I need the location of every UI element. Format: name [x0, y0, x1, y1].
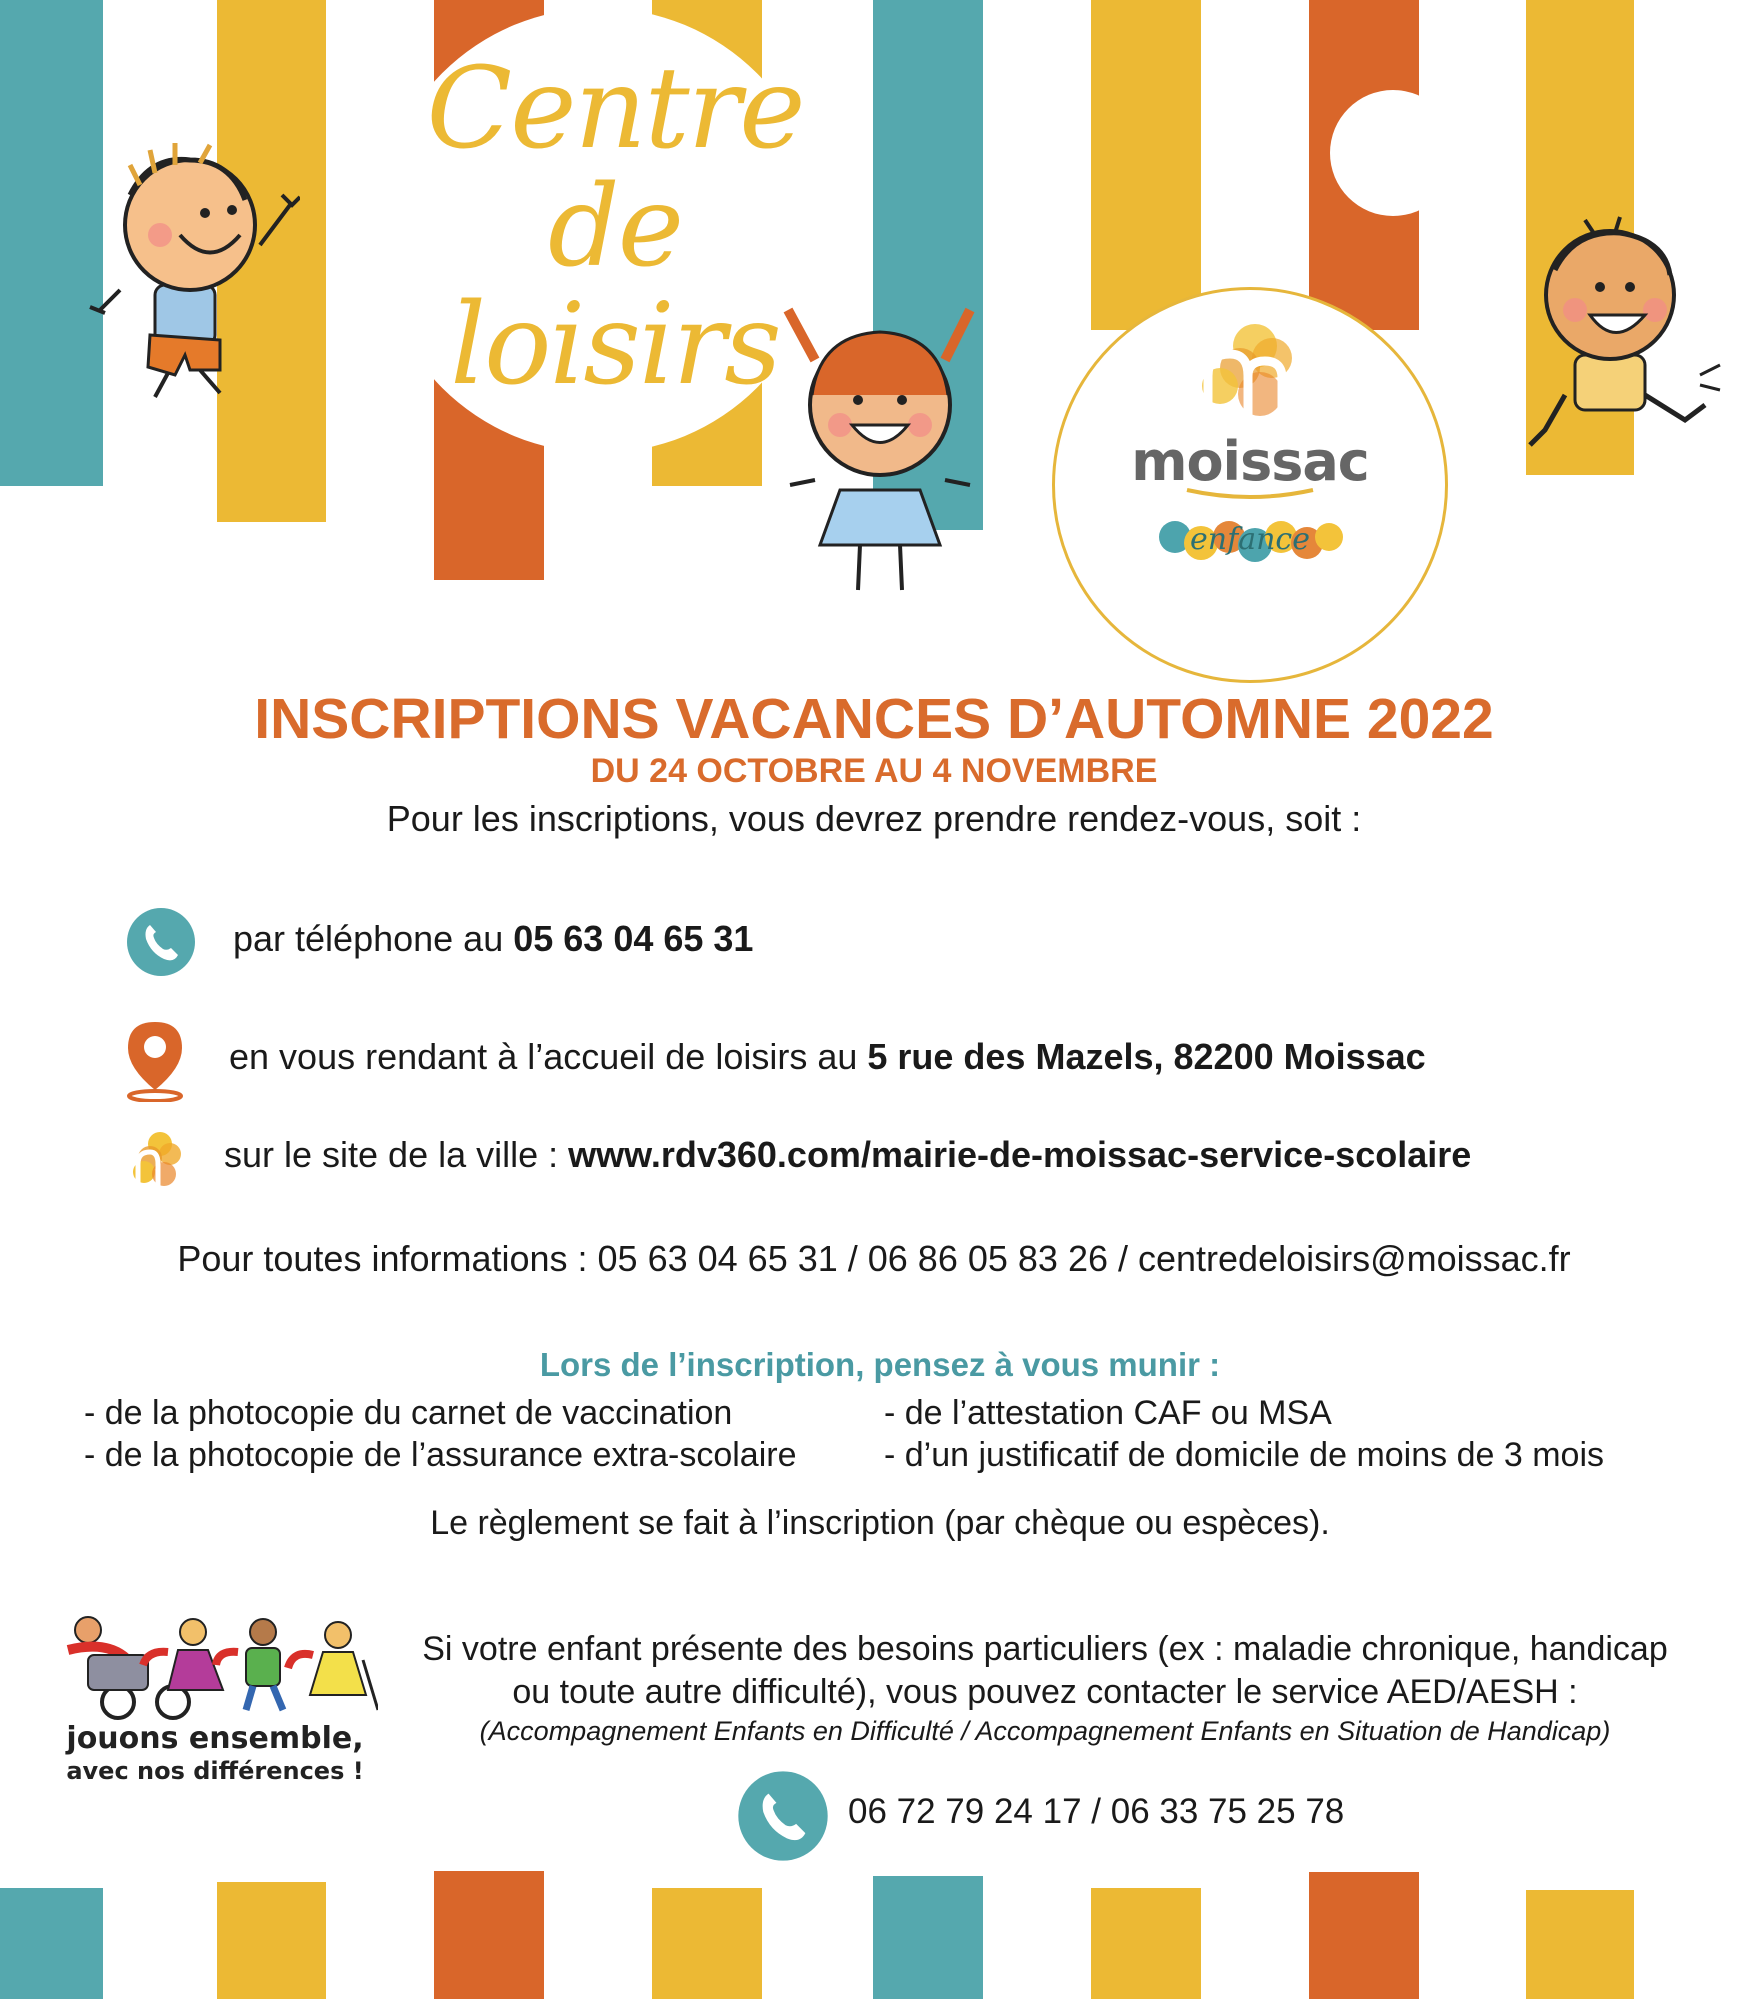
list-item: - de la photocopie du carnet de vaccination — [84, 1394, 733, 1432]
stripe-yellow — [652, 1888, 762, 1999]
title-line: loisirs — [450, 280, 780, 410]
stripe-yellow — [217, 1882, 326, 1999]
documents-list-right — [884, 1392, 1604, 1476]
moissac-logo-swoosh-icon — [1185, 486, 1315, 502]
enfance-label: enfance — [1190, 522, 1310, 557]
option-address-value: 5 rue des Mazels, 82200 Moissac — [867, 1036, 1426, 1077]
option-text: sur le site de la ville : — [224, 1134, 569, 1175]
stripe-yellow — [1091, 1888, 1201, 1999]
headline: INSCRIPTIONS VACANCES D’AUTOMNE 2022 — [254, 687, 1494, 751]
stripe-yellow — [1526, 1890, 1634, 1999]
stripe-orange — [1309, 1872, 1419, 1999]
children-group-illustration-icon — [48, 1610, 378, 1720]
documents-list-left — [84, 1392, 797, 1476]
location-pin-icon — [122, 1018, 188, 1102]
website-link[interactable]: www.rdv360.com/mairie-de-moissac-service-scolaire — [568, 1134, 1472, 1175]
option-address — [229, 1036, 1426, 1078]
title-line: de — [548, 162, 682, 292]
stripe-orange — [434, 1871, 544, 1999]
list-item: - de l’attestation CAF ou MSA — [884, 1394, 1332, 1432]
option-website — [224, 1134, 1471, 1176]
stripe-teal — [873, 1876, 983, 1999]
special-needs-line: ou toute autre difficulté), vous pouvez contacter le service AED/AESH : — [512, 1673, 1578, 1711]
dates: DU 24 OCTOBRE AU 4 NOVEMBRE — [590, 752, 1158, 790]
aed-phone-numbers: 06 72 79 24 17 / 06 33 75 25 78 — [848, 1792, 1345, 1831]
phone-icon — [126, 907, 196, 977]
stripe-yellow — [1091, 0, 1201, 330]
special-needs-text — [390, 1628, 1700, 1714]
payment-note: Le règlement se fait à l’inscription (par chèque ou espèces). — [430, 1504, 1330, 1542]
moissac-logo-icon — [128, 1128, 184, 1188]
special-needs-note: (Accompagnement Enfants en Difficulté / Accompagnement Enfants en Situation de Handicap) — [479, 1716, 1611, 1746]
boy-waving-illustration-icon — [60, 135, 300, 405]
contact-info: Pour toutes informations : 05 63 04 65 31 / 06 86 05 83 26 / centredeloisirs@moissac.fr — [177, 1238, 1571, 1279]
girl-pigtails-illustration-icon — [770, 300, 990, 600]
decorative-circle — [1330, 90, 1456, 216]
moissac-logo-text: moissac — [1131, 430, 1369, 493]
moissac-logo-mark-icon — [1190, 316, 1310, 426]
intro-text: Pour les inscriptions, vous devrez prendre rendez-vous, soit : — [386, 798, 1362, 839]
stripe-teal — [0, 1888, 103, 1999]
special-needs-line: Si votre enfant présente des besoins particuliers (ex : maladie chronique, handicap — [422, 1630, 1668, 1668]
phone-icon — [737, 1770, 829, 1862]
title-line: Centre — [426, 44, 804, 174]
slogan-line: avec nos différences ! — [66, 1757, 364, 1785]
inclusion-slogan — [50, 1723, 380, 1787]
option-text: en vous rendant à l’accueil de loisirs au — [229, 1036, 868, 1077]
option-phone — [233, 918, 753, 960]
documents-heading: Lors de l’inscription, pensez à vous munir : — [539, 1346, 1221, 1383]
list-item: - d’un justificatif de domicile de moins de 3 mois — [884, 1436, 1604, 1474]
boy-running-illustration-icon — [1505, 215, 1725, 465]
option-text: par téléphone au — [233, 918, 514, 959]
slogan-line: jouons ensemble, — [66, 1721, 364, 1756]
list-item: - de la photocopie de l’assurance extra-scolaire — [84, 1436, 797, 1474]
option-phone-number: 05 63 04 65 31 — [513, 918, 754, 959]
